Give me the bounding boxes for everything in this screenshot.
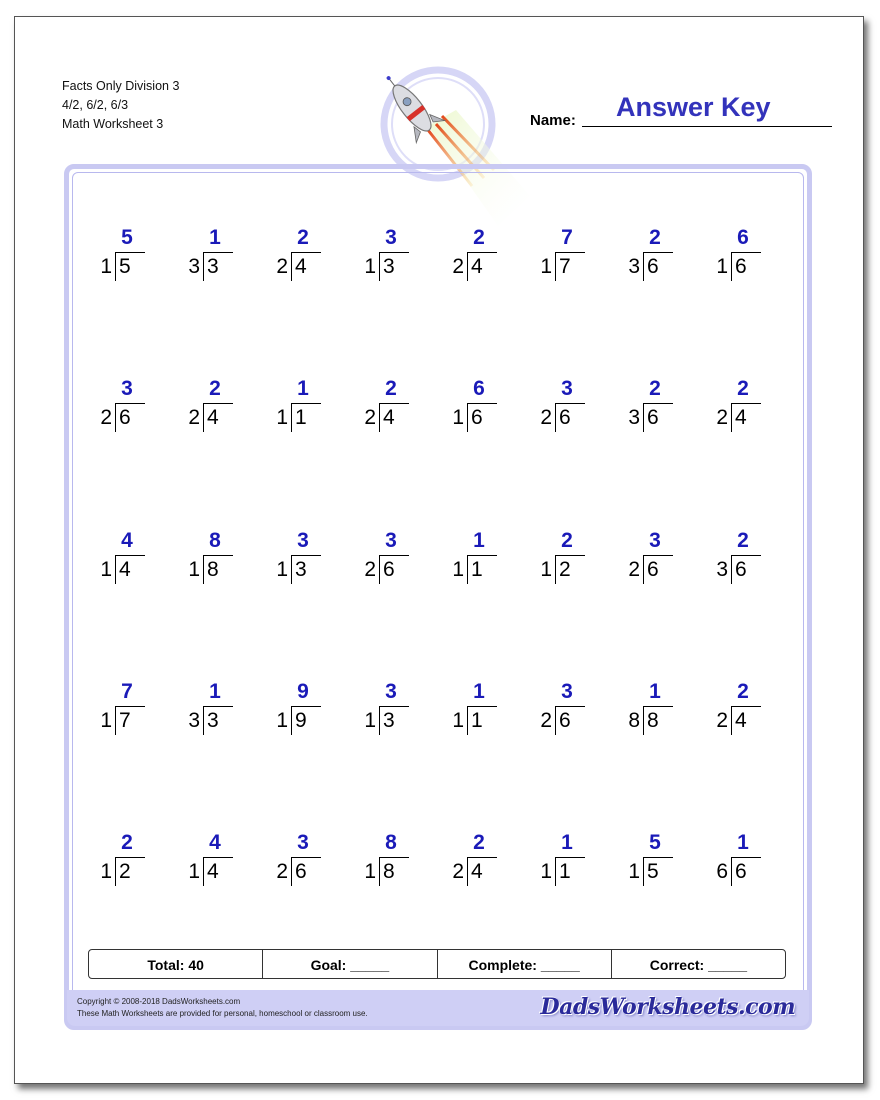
divisor: 2 — [364, 558, 376, 581]
quotient-answer: 2 — [737, 529, 749, 552]
divisor: 2 — [276, 255, 288, 278]
divisor: 2 — [452, 860, 464, 883]
quotient-answer: 3 — [297, 529, 309, 552]
quotient-answer: 2 — [473, 831, 485, 854]
dividend: 7 — [115, 706, 145, 735]
dividend: 4 — [203, 857, 233, 886]
divisor: 2 — [364, 406, 376, 429]
divisor: 1 — [100, 558, 112, 581]
quotient-answer: 2 — [737, 377, 749, 400]
score-bar — [88, 949, 786, 979]
divisor: 1 — [188, 558, 200, 581]
dividend: 6 — [643, 555, 673, 584]
divisor: 1 — [100, 255, 112, 278]
quotient-answer: 1 — [561, 831, 573, 854]
quotient-answer: 2 — [473, 226, 485, 249]
divisor: 2 — [276, 860, 288, 883]
divisor: 1 — [188, 860, 200, 883]
divisor: 1 — [452, 709, 464, 732]
quotient-answer: 2 — [561, 529, 573, 552]
dividend: 6 — [115, 403, 145, 432]
divisor: 1 — [628, 860, 640, 883]
divisor: 1 — [100, 860, 112, 883]
quotient-answer: 3 — [385, 680, 397, 703]
dividend: 4 — [203, 403, 233, 432]
dividend: 6 — [291, 857, 321, 886]
divisor: 3 — [716, 558, 728, 581]
dividend: 4 — [467, 857, 497, 886]
quotient-answer: 3 — [561, 680, 573, 703]
dividend: 4 — [731, 403, 761, 432]
divisor: 1 — [716, 255, 728, 278]
divisor: 1 — [452, 558, 464, 581]
dividend: 4 — [379, 403, 409, 432]
dividend: 6 — [555, 403, 585, 432]
dividend: 4 — [467, 252, 497, 281]
name-label: Name: — [530, 112, 576, 129]
divisor: 1 — [276, 709, 288, 732]
dividend: 6 — [731, 252, 761, 281]
divisor: 2 — [540, 709, 552, 732]
divisor: 3 — [188, 709, 200, 732]
correct-field: Correct: _____ — [649, 957, 748, 973]
quotient-answer: 6 — [473, 377, 485, 400]
divisor: 1 — [452, 406, 464, 429]
quotient-answer: 2 — [649, 226, 661, 249]
quotient-answer: 8 — [209, 529, 221, 552]
dividend: 4 — [731, 706, 761, 735]
divisor: 1 — [364, 709, 376, 732]
quotient-answer: 3 — [649, 529, 661, 552]
quotient-answer: 3 — [385, 226, 397, 249]
divisor: 1 — [364, 860, 376, 883]
quotient-answer: 2 — [121, 831, 133, 854]
quotient-answer: 1 — [209, 680, 221, 703]
worksheet-number: Math Worksheet 3 — [62, 117, 164, 131]
dividend: 3 — [203, 252, 233, 281]
copyright-text: Copyright © 2008-2018 DadsWorksheets.com These Math Worksheets are provided for personal, homeschool or classroom use. — [77, 997, 368, 1018]
quotient-answer: 1 — [209, 226, 221, 249]
dividend: 1 — [555, 857, 585, 886]
divisor: 1 — [276, 406, 288, 429]
quotient-answer: 1 — [297, 377, 309, 400]
dividend: 7 — [555, 252, 585, 281]
divisor: 1 — [540, 255, 552, 278]
dividend: 5 — [115, 252, 145, 281]
problems-frame — [64, 164, 812, 1030]
name-underline — [582, 126, 832, 127]
quotient-answer: 3 — [297, 831, 309, 854]
worksheet-title: Facts Only Division 3 — [62, 79, 180, 93]
dividend: 1 — [467, 706, 497, 735]
divisor: 2 — [716, 406, 728, 429]
dividend: 6 — [731, 857, 761, 886]
dividend: 2 — [115, 857, 145, 886]
quotient-answer: 5 — [649, 831, 661, 854]
divisor: 1 — [540, 860, 552, 883]
dividend: 8 — [379, 857, 409, 886]
quotient-answer: 2 — [297, 226, 309, 249]
dividend: 9 — [291, 706, 321, 735]
quotient-answer: 3 — [561, 377, 573, 400]
quotient-answer: 6 — [737, 226, 749, 249]
quotient-answer: 4 — [121, 529, 133, 552]
complete-field: Complete: _____ — [438, 950, 612, 978]
divisor: 1 — [540, 558, 552, 581]
divisor: 3 — [188, 255, 200, 278]
goal-field: Goal: _____ — [263, 950, 437, 978]
quotient-answer: 2 — [209, 377, 221, 400]
divisor: 2 — [540, 406, 552, 429]
quotient-answer: 7 — [561, 226, 573, 249]
divisor: 2 — [100, 406, 112, 429]
dividend: 6 — [643, 252, 673, 281]
divisor: 6 — [716, 860, 728, 883]
dividend: 3 — [291, 555, 321, 584]
dividend: 8 — [203, 555, 233, 584]
divisor: 1 — [100, 709, 112, 732]
dividend: 3 — [379, 252, 409, 281]
divisor: 1 — [364, 255, 376, 278]
divisor: 1 — [276, 558, 288, 581]
quotient-answer: 1 — [473, 680, 485, 703]
dividend: 3 — [203, 706, 233, 735]
dividend: 4 — [291, 252, 321, 281]
divisor: 2 — [716, 709, 728, 732]
dividend: 2 — [555, 555, 585, 584]
copyright-band — [67, 990, 809, 1026]
dividend: 6 — [467, 403, 497, 432]
dividend: 6 — [555, 706, 585, 735]
quotient-answer: 1 — [737, 831, 749, 854]
dividend: 1 — [291, 403, 321, 432]
divisor: 3 — [628, 255, 640, 278]
worksheet-facts: 4/2, 6/2, 6/3 — [62, 98, 129, 112]
quotient-answer: 1 — [473, 529, 485, 552]
quotient-answer: 1 — [649, 680, 661, 703]
divisor: 8 — [628, 709, 640, 732]
dividend: 1 — [467, 555, 497, 584]
quotient-answer: 5 — [121, 226, 133, 249]
dividend: 6 — [643, 403, 673, 432]
name-field — [530, 92, 832, 128]
worksheet-info — [62, 77, 179, 134]
divisor: 2 — [628, 558, 640, 581]
dadsworksheets-logo: DadsWorksheets.com — [540, 994, 795, 1020]
quotient-answer: 2 — [385, 377, 397, 400]
quotient-answer: 3 — [121, 377, 133, 400]
divisor: 2 — [188, 406, 200, 429]
quotient-answer: 3 — [385, 529, 397, 552]
quotient-answer: 4 — [209, 831, 221, 854]
answer-key-text: Answer Key — [616, 92, 771, 122]
dividend: 6 — [731, 555, 761, 584]
quotient-answer: 2 — [737, 680, 749, 703]
divisor: 3 — [628, 406, 640, 429]
dividend: 5 — [643, 857, 673, 886]
quotient-answer: 7 — [121, 680, 133, 703]
quotient-answer: 2 — [649, 377, 661, 400]
divisor: 2 — [452, 255, 464, 278]
dividend: 4 — [115, 555, 145, 584]
dividend: 3 — [379, 706, 409, 735]
total-count: Total: 40 — [89, 950, 263, 978]
dividend: 8 — [643, 706, 673, 735]
quotient-answer: 8 — [385, 831, 397, 854]
dividend: 6 — [379, 555, 409, 584]
quotient-answer: 9 — [297, 680, 309, 703]
